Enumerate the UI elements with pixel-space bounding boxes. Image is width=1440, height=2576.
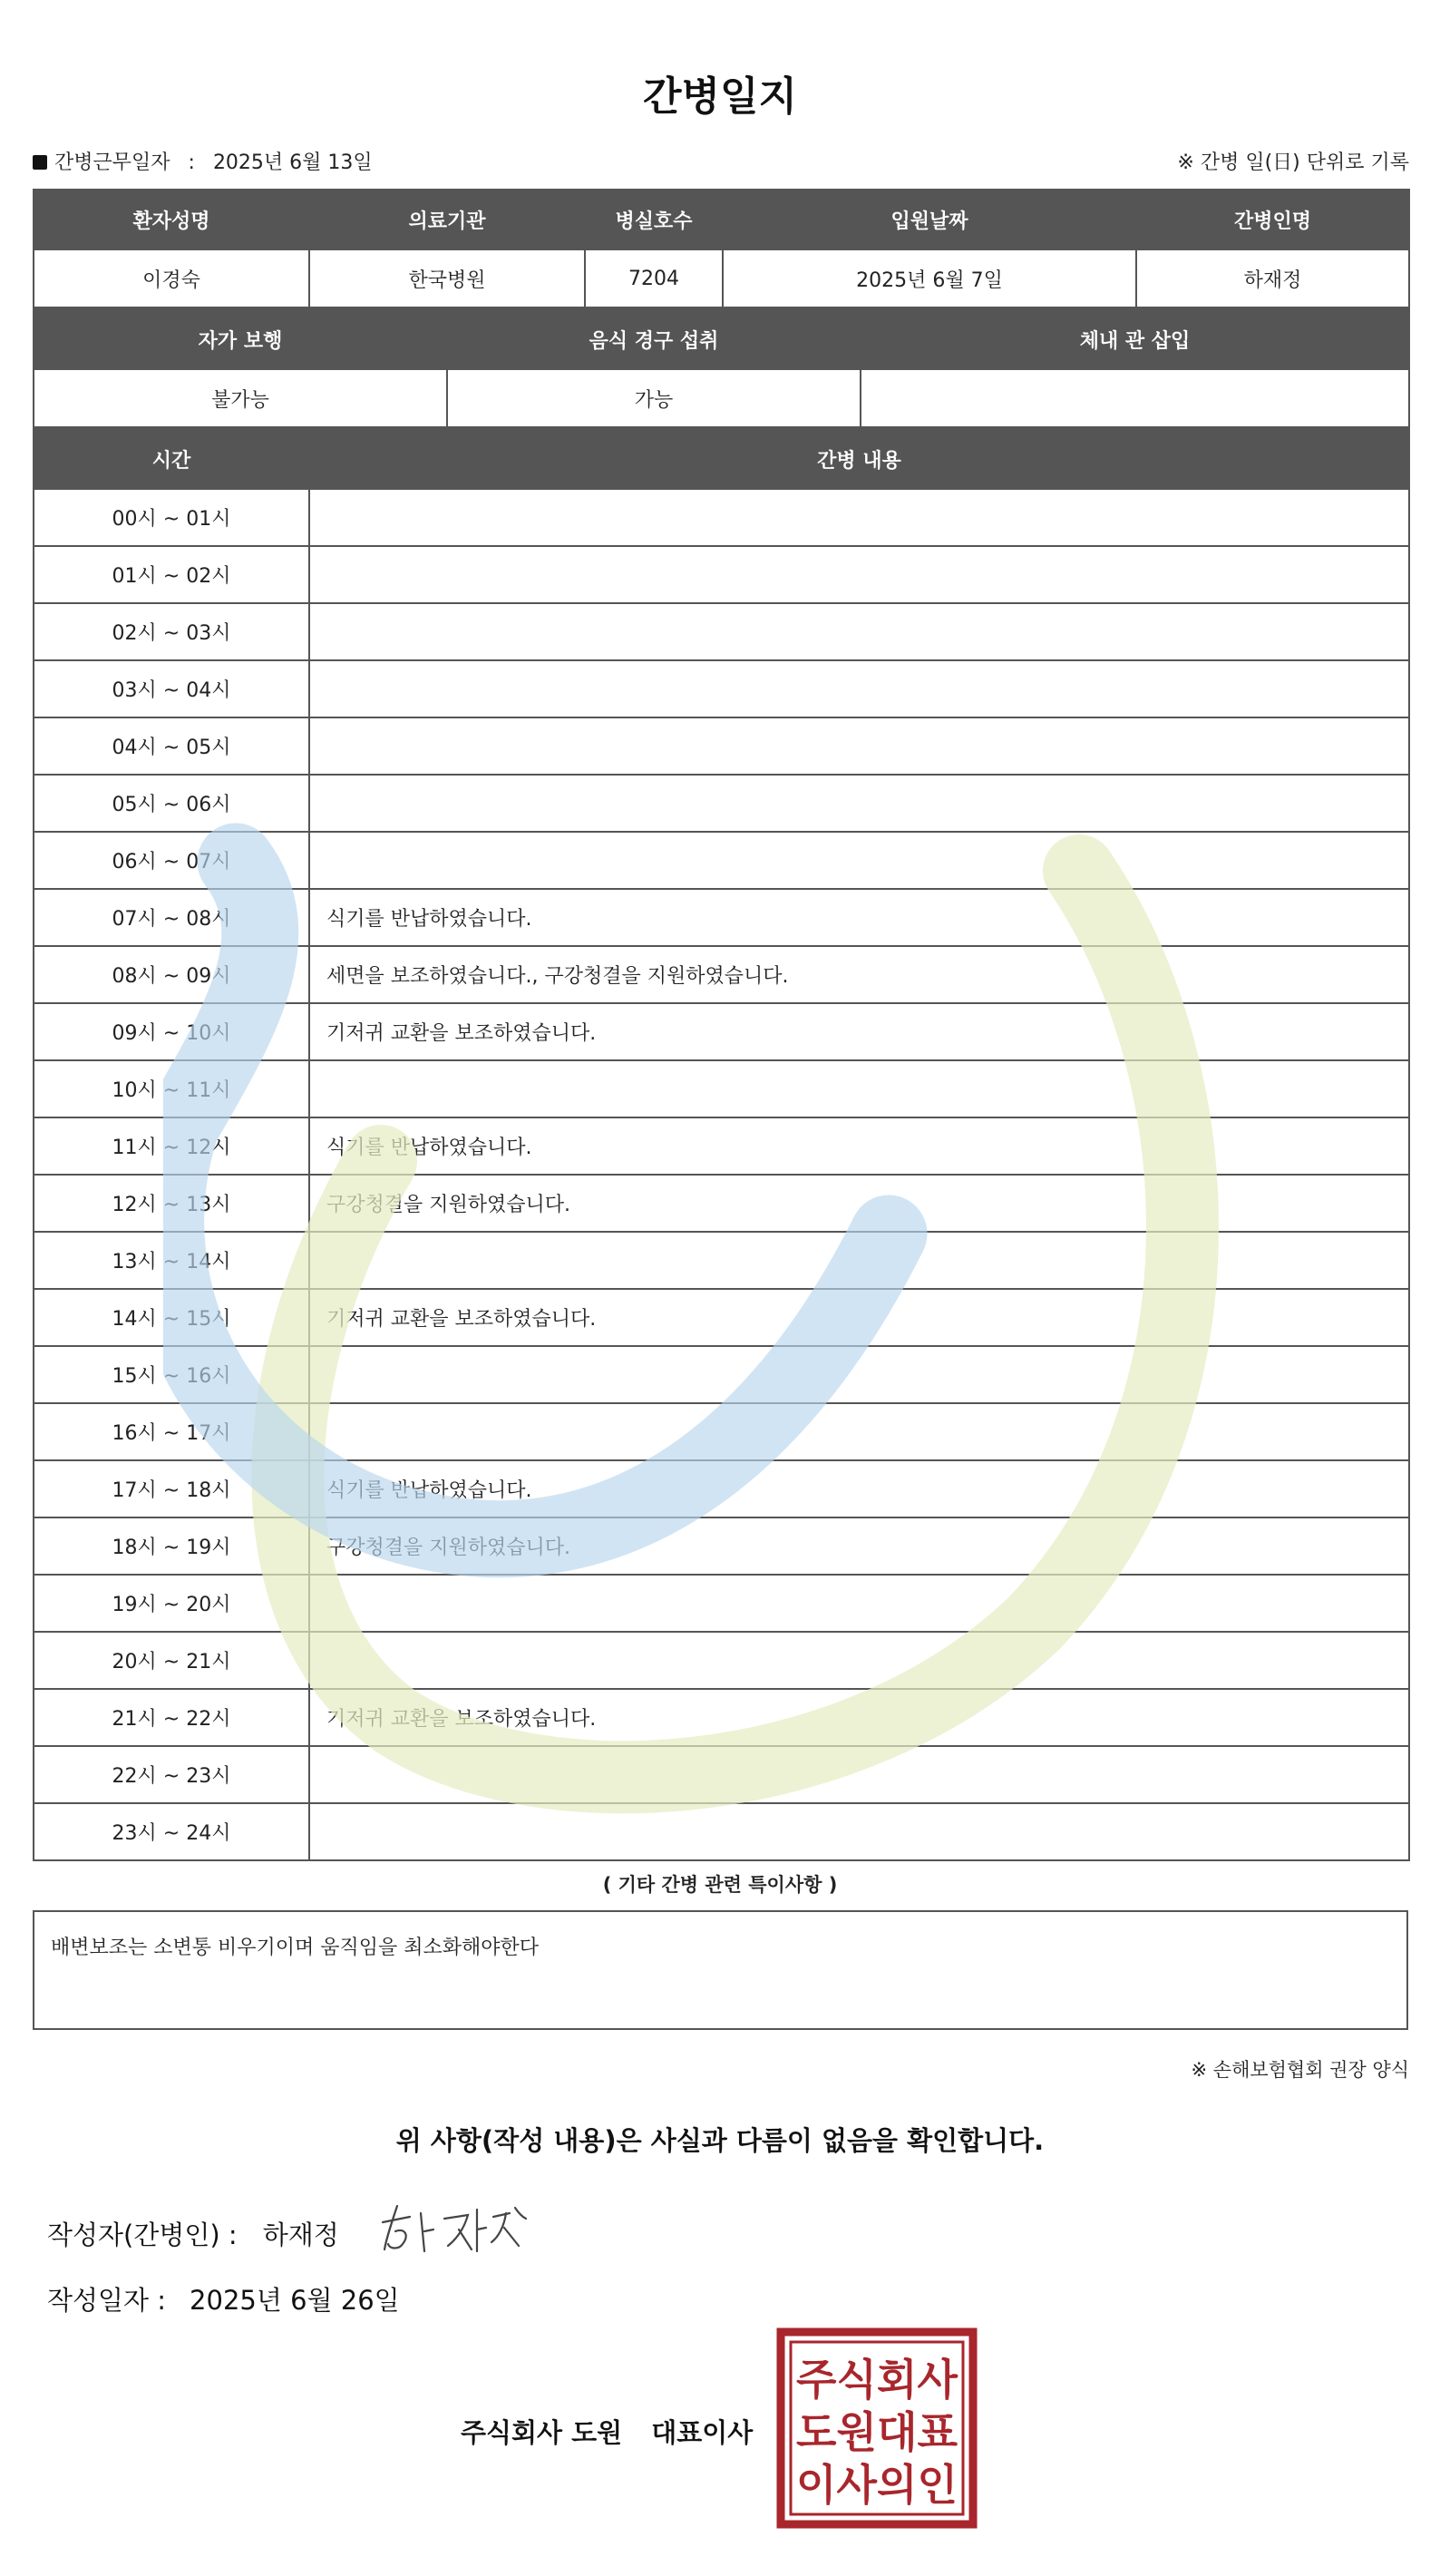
log-content-cell: 기저귀 교환을 보조하였습니다.: [309, 1003, 1409, 1060]
work-date-label: 간병근무일자: [54, 151, 170, 174]
log-time-cell: 23시 ~ 24시: [34, 1803, 309, 1860]
writer-label: 작성자(간병인) :: [47, 2220, 238, 2250]
log-content-cell: [309, 1632, 1409, 1689]
log-time-cell: 02시 ~ 03시: [34, 603, 309, 660]
log-content-cell: 세면을 보조하였습니다., 구강청결을 지원하였습니다.: [309, 946, 1409, 1003]
log-content-cell: 구강청결을 지원하였습니다.: [309, 1175, 1409, 1232]
log-row: [34, 1289, 1409, 1346]
log-row: [34, 1517, 1409, 1575]
log-row: [34, 775, 1409, 832]
log-time-cell: 12시 ~ 13시: [34, 1175, 309, 1232]
remarks-box: [33, 1910, 1408, 2030]
company-representative: 대표이사: [651, 2417, 754, 2448]
log-time-cell: 00시 ~ 01시: [34, 489, 309, 546]
log-row: [34, 889, 1409, 946]
work-date-value: 2025년 6월 13일: [212, 151, 373, 174]
seal-line-1: 주식회사: [796, 2356, 958, 2405]
time-header: 시간: [34, 429, 309, 489]
log-row: [34, 1632, 1409, 1689]
log-content-cell: [309, 775, 1409, 832]
log-content-cell: 기저귀 교환을 보조하였습니다.: [309, 1689, 1409, 1746]
log-time-cell: 03시 ~ 04시: [34, 660, 309, 717]
patient-status-table: [33, 308, 1410, 428]
work-date-separator: :: [188, 151, 195, 174]
seal-line-2: 도원대표: [796, 2408, 958, 2458]
log-row: [34, 1460, 1409, 1517]
log-time-cell: 06시 ~ 07시: [34, 832, 309, 889]
remarks-text: 배변보조는 소변통 비우기이며 움직임을 최소화해야한다: [51, 1937, 540, 1959]
document-title: 간병일지: [642, 73, 797, 120]
log-time-cell: 10시 ~ 11시: [34, 1060, 309, 1117]
log-time-cell: 19시 ~ 20시: [34, 1575, 309, 1632]
log-time-cell: 16시 ~ 17시: [34, 1403, 309, 1460]
square-bullet-icon: [33, 155, 47, 170]
log-row: [34, 1232, 1409, 1289]
caregiver-name-header: 간병인명: [1136, 190, 1409, 249]
log-row: [34, 1003, 1409, 1060]
log-row: [34, 1175, 1409, 1232]
company-row: [461, 2413, 753, 2450]
writer-row: [47, 2215, 339, 2252]
record-unit-note: ※ 간병 일(日) 단위로 기록: [1177, 151, 1409, 174]
self-walking-cell: 불가능: [34, 369, 447, 427]
log-content-cell: [309, 603, 1409, 660]
log-content-cell: [309, 1575, 1409, 1632]
log-time-cell: 20시 ~ 21시: [34, 1632, 309, 1689]
log-row: [34, 1117, 1409, 1175]
log-row: [34, 546, 1409, 603]
log-row: [34, 832, 1409, 889]
log-content-cell: [309, 832, 1409, 889]
log-content-cell: 기저귀 교환을 보조하였습니다.: [309, 1289, 1409, 1346]
company-seal-stamp: [776, 2327, 978, 2529]
room-number-cell: 7204: [585, 249, 723, 307]
log-time-cell: 15시 ~ 16시: [34, 1346, 309, 1403]
log-row: [34, 1746, 1409, 1803]
log-row: [34, 946, 1409, 1003]
log-row: [34, 717, 1409, 775]
log-content-cell: 식기를 반납하였습니다.: [309, 1460, 1409, 1517]
company-name: 주식회사 도원: [461, 2417, 623, 2448]
room-number-header: 병실호수: [585, 190, 723, 249]
log-row: [34, 1403, 1409, 1460]
written-date-label: 작성일자 :: [47, 2285, 167, 2316]
writer-name: 하재정: [262, 2220, 339, 2250]
patient-name-header: 환자성명: [34, 190, 309, 249]
log-content-cell: [309, 546, 1409, 603]
log-row: [34, 1575, 1409, 1632]
log-time-cell: 08시 ~ 09시: [34, 946, 309, 1003]
tube-insertion-header: 체내 관 삽입: [861, 309, 1409, 369]
hourly-care-log-table: [33, 428, 1410, 1861]
log-row: [34, 489, 1409, 546]
log-row: [34, 1346, 1409, 1403]
confirmation-statement: 위 사항(작성 내용)은 사실과 다름이 없음을 확인합니다.: [395, 2125, 1045, 2156]
log-time-cell: 07시 ~ 08시: [34, 889, 309, 946]
log-time-cell: 09시 ~ 10시: [34, 1003, 309, 1060]
patient-info-table: [33, 189, 1410, 308]
log-time-cell: 17시 ~ 18시: [34, 1460, 309, 1517]
log-time-cell: 05시 ~ 06시: [34, 775, 309, 832]
log-time-cell: 04시 ~ 05시: [34, 717, 309, 775]
admission-date-cell: 2025년 6월 7일: [723, 249, 1136, 307]
oral-intake-header: 음식 경구 섭취: [447, 309, 861, 369]
log-time-cell: 01시 ~ 02시: [34, 546, 309, 603]
log-time-cell: 14시 ~ 15시: [34, 1289, 309, 1346]
hospital-header: 의료기관: [309, 190, 585, 249]
log-row: [34, 603, 1409, 660]
log-content-cell: 식기를 반납하였습니다.: [309, 889, 1409, 946]
log-time-cell: 13시 ~ 14시: [34, 1232, 309, 1289]
care-content-header: 간병 내용: [309, 429, 1409, 489]
log-content-cell: [309, 660, 1409, 717]
log-content-cell: [309, 1803, 1409, 1860]
written-date-row: [47, 2280, 400, 2317]
work-date-row: [33, 147, 373, 175]
log-content-cell: 구강청결을 지원하였습니다.: [309, 1517, 1409, 1575]
written-date-value: 2025년 6월 26일: [190, 2285, 400, 2316]
log-row: [34, 1689, 1409, 1746]
hospital-cell: 한국병원: [309, 249, 585, 307]
seal-line-3: 이사의인: [796, 2461, 958, 2511]
log-row: [34, 660, 1409, 717]
self-walking-header: 자가 보행: [34, 309, 447, 369]
log-row: [34, 1060, 1409, 1117]
log-row: [34, 1803, 1409, 1860]
caregiver-name-cell: 하재정: [1136, 249, 1409, 307]
log-content-cell: [309, 1060, 1409, 1117]
log-content-cell: [309, 1403, 1409, 1460]
tube-insertion-cell: [861, 369, 1409, 427]
log-content-cell: [309, 489, 1409, 546]
log-time-cell: 18시 ~ 19시: [34, 1517, 309, 1575]
log-content-cell: 식기를 반납하였습니다.: [309, 1117, 1409, 1175]
log-content-cell: [309, 1746, 1409, 1803]
log-time-cell: 21시 ~ 22시: [34, 1689, 309, 1746]
remarks-title: ( 기타 간병 관련 특이사항 ): [602, 1874, 838, 1896]
admission-date-header: 입원날짜: [723, 190, 1136, 249]
handwritten-signature: [374, 2186, 537, 2268]
log-content-cell: [309, 717, 1409, 775]
oral-intake-cell: 가능: [447, 369, 861, 427]
log-content-cell: [309, 1346, 1409, 1403]
log-time-cell: 11시 ~ 12시: [34, 1117, 309, 1175]
patient-name-cell: 이경숙: [34, 249, 309, 307]
form-source-note: ※ 손해보험협회 권장 양식: [1191, 2059, 1409, 2081]
log-content-cell: [309, 1232, 1409, 1289]
log-time-cell: 22시 ~ 23시: [34, 1746, 309, 1803]
